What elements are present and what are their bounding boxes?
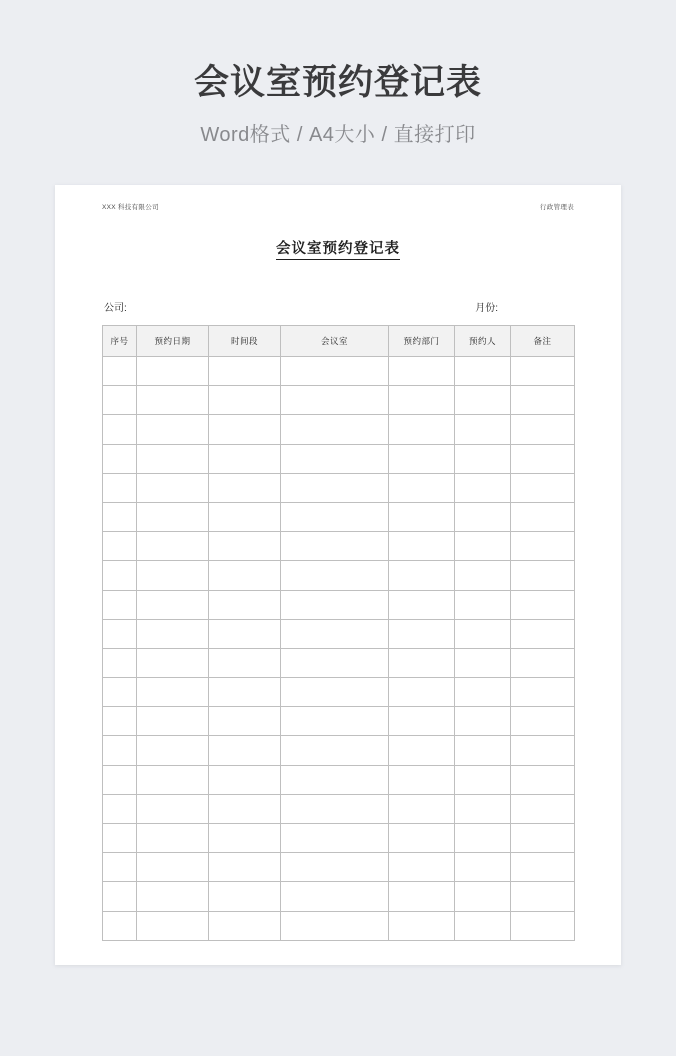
- table-cell[interactable]: [137, 619, 209, 648]
- table-cell[interactable]: [281, 502, 389, 531]
- table-cell[interactable]: [455, 707, 511, 736]
- table-cell[interactable]: [281, 386, 389, 415]
- table-cell[interactable]: [103, 794, 137, 823]
- table-cell[interactable]: [389, 678, 455, 707]
- table-cell[interactable]: [455, 619, 511, 648]
- table-cell[interactable]: [209, 736, 281, 765]
- column-header-remark: 备注: [511, 326, 575, 357]
- table-row[interactable]: [103, 736, 575, 765]
- document-sheet: [55, 185, 621, 965]
- table-cell[interactable]: [511, 357, 575, 386]
- table-row[interactable]: [103, 619, 575, 648]
- table-cell[interactable]: [137, 678, 209, 707]
- promo-subtitle: Word格式 / A4大小 / 直接打印: [200, 124, 476, 146]
- table-cell[interactable]: [209, 853, 281, 882]
- table-cell[interactable]: [511, 824, 575, 853]
- table-cell[interactable]: [137, 561, 209, 590]
- table-cell[interactable]: [455, 415, 511, 444]
- table-cell[interactable]: [455, 648, 511, 677]
- document-header: [102, 185, 574, 211]
- table-cell[interactable]: [137, 853, 209, 882]
- table-cell[interactable]: [511, 765, 575, 794]
- table-cell[interactable]: [389, 415, 455, 444]
- table-cell[interactable]: [455, 532, 511, 561]
- table-cell[interactable]: [511, 415, 575, 444]
- table-cell[interactable]: [137, 794, 209, 823]
- table-cell[interactable]: [389, 473, 455, 502]
- table-cell[interactable]: [209, 502, 281, 531]
- table-cell[interactable]: [455, 794, 511, 823]
- table-cell[interactable]: [281, 415, 389, 444]
- table-cell[interactable]: [389, 532, 455, 561]
- table-cell[interactable]: [455, 502, 511, 531]
- table-header-row: [103, 326, 575, 357]
- table-row[interactable]: [103, 415, 575, 444]
- table-header: [103, 326, 575, 357]
- company-name-header: XXX 科技有限公司: [102, 204, 159, 211]
- table-cell[interactable]: [511, 532, 575, 561]
- table-cell[interactable]: [209, 590, 281, 619]
- table-cell[interactable]: [511, 707, 575, 736]
- table-cell[interactable]: [389, 911, 455, 940]
- table-cell[interactable]: [389, 736, 455, 765]
- document-title-text: 会议室预约登记表: [276, 241, 400, 260]
- table-cell[interactable]: [103, 911, 137, 940]
- table-cell[interactable]: [137, 648, 209, 677]
- table-cell[interactable]: [511, 444, 575, 473]
- table-cell[interactable]: [103, 619, 137, 648]
- table-cell[interactable]: [137, 473, 209, 502]
- table-cell[interactable]: [209, 532, 281, 561]
- table-cell[interactable]: [389, 765, 455, 794]
- table-cell[interactable]: [511, 590, 575, 619]
- table-cell[interactable]: [389, 619, 455, 648]
- table-cell[interactable]: [103, 473, 137, 502]
- table-cell[interactable]: [209, 648, 281, 677]
- table-cell[interactable]: [103, 765, 137, 794]
- table-cell[interactable]: [455, 386, 511, 415]
- table-cell[interactable]: [209, 707, 281, 736]
- table-cell[interactable]: [103, 736, 137, 765]
- table-cell[interactable]: [209, 794, 281, 823]
- table-cell[interactable]: [103, 415, 137, 444]
- table-cell[interactable]: [103, 824, 137, 853]
- table-cell[interactable]: [103, 707, 137, 736]
- table-cell[interactable]: [209, 561, 281, 590]
- table-cell[interactable]: [281, 882, 389, 911]
- table-cell[interactable]: [389, 444, 455, 473]
- table-cell[interactable]: [511, 619, 575, 648]
- table-row[interactable]: [103, 824, 575, 853]
- table-row[interactable]: [103, 911, 575, 940]
- table-cell[interactable]: [209, 473, 281, 502]
- table-cell[interactable]: [137, 502, 209, 531]
- table-cell[interactable]: [281, 794, 389, 823]
- table-cell[interactable]: [455, 444, 511, 473]
- table-cell[interactable]: [281, 853, 389, 882]
- table-cell[interactable]: [511, 853, 575, 882]
- table-cell[interactable]: [209, 911, 281, 940]
- table-row[interactable]: [103, 502, 575, 531]
- table-cell[interactable]: [511, 678, 575, 707]
- table-cell[interactable]: [137, 532, 209, 561]
- table-cell[interactable]: [209, 765, 281, 794]
- table-cell[interactable]: [281, 444, 389, 473]
- table-cell[interactable]: [389, 502, 455, 531]
- table-cell[interactable]: [455, 882, 511, 911]
- table-cell[interactable]: [103, 561, 137, 590]
- table-cell[interactable]: [389, 561, 455, 590]
- table-cell[interactable]: [455, 824, 511, 853]
- form-category-header: 行政管理表: [540, 204, 574, 211]
- table-cell[interactable]: [389, 853, 455, 882]
- table-row[interactable]: [103, 590, 575, 619]
- table-cell[interactable]: [389, 824, 455, 853]
- table-cell[interactable]: [137, 590, 209, 619]
- table-cell[interactable]: [455, 590, 511, 619]
- table-row[interactable]: [103, 648, 575, 677]
- table-cell[interactable]: [511, 502, 575, 531]
- table-cell[interactable]: [511, 882, 575, 911]
- table-cell[interactable]: [389, 882, 455, 911]
- table-cell[interactable]: [103, 386, 137, 415]
- table-cell[interactable]: [281, 590, 389, 619]
- table-cell[interactable]: [511, 911, 575, 940]
- table-cell[interactable]: [455, 911, 511, 940]
- table-cell[interactable]: [389, 707, 455, 736]
- table-row[interactable]: [103, 561, 575, 590]
- table-cell[interactable]: [137, 824, 209, 853]
- table-cell[interactable]: [103, 590, 137, 619]
- promo-title: 会议室预约登记表: [193, 63, 482, 102]
- column-header-index: 序号: [103, 326, 137, 357]
- table-cell[interactable]: [209, 357, 281, 386]
- table-cell[interactable]: [389, 357, 455, 386]
- table-cell[interactable]: [137, 707, 209, 736]
- table-cell[interactable]: [281, 707, 389, 736]
- table-row[interactable]: [103, 357, 575, 386]
- table-cell[interactable]: [281, 678, 389, 707]
- table-row[interactable]: [103, 444, 575, 473]
- table-cell[interactable]: [281, 824, 389, 853]
- table-cell[interactable]: [455, 765, 511, 794]
- table-cell[interactable]: [389, 794, 455, 823]
- table-cell[interactable]: [209, 882, 281, 911]
- table-row[interactable]: [103, 794, 575, 823]
- table-cell[interactable]: [389, 590, 455, 619]
- document-title: [102, 237, 574, 258]
- column-header-room: 会议室: [281, 326, 389, 357]
- month-field-label: 月份:: [475, 303, 498, 314]
- column-header-timeslot: 时间段: [209, 326, 281, 357]
- table-cell[interactable]: [511, 386, 575, 415]
- company-field-label: 公司:: [104, 303, 127, 314]
- table-cell[interactable]: [511, 473, 575, 502]
- table-cell[interactable]: [103, 648, 137, 677]
- table-cell[interactable]: [511, 648, 575, 677]
- table-cell[interactable]: [389, 648, 455, 677]
- table-cell[interactable]: [455, 736, 511, 765]
- table-cell[interactable]: [281, 619, 389, 648]
- table-cell[interactable]: [281, 911, 389, 940]
- table-cell[interactable]: [209, 444, 281, 473]
- table-cell[interactable]: [455, 357, 511, 386]
- table-row[interactable]: [103, 678, 575, 707]
- table-cell[interactable]: [103, 502, 137, 531]
- table-cell[interactable]: [511, 561, 575, 590]
- table-cell[interactable]: [389, 386, 455, 415]
- table-cell[interactable]: [137, 911, 209, 940]
- column-header-date: 预约日期: [137, 326, 209, 357]
- table-row[interactable]: [103, 765, 575, 794]
- table-cell[interactable]: [281, 532, 389, 561]
- table-cell[interactable]: [281, 357, 389, 386]
- table-row[interactable]: [103, 853, 575, 882]
- column-header-department: 预约部门: [389, 326, 455, 357]
- table-cell[interactable]: [137, 357, 209, 386]
- table-body: [103, 357, 575, 941]
- table-cell[interactable]: [511, 736, 575, 765]
- table-cell[interactable]: [455, 561, 511, 590]
- table-cell[interactable]: [455, 473, 511, 502]
- table-cell[interactable]: [209, 386, 281, 415]
- table-cell[interactable]: [137, 444, 209, 473]
- table-cell[interactable]: [209, 678, 281, 707]
- table-cell[interactable]: [209, 619, 281, 648]
- table-row[interactable]: [103, 386, 575, 415]
- table-cell[interactable]: [103, 882, 137, 911]
- table-cell[interactable]: [103, 444, 137, 473]
- table-cell[interactable]: [103, 853, 137, 882]
- table-cell[interactable]: [137, 415, 209, 444]
- table-cell[interactable]: [137, 386, 209, 415]
- document-content: [102, 185, 574, 965]
- table-cell[interactable]: [137, 736, 209, 765]
- table-cell[interactable]: [137, 882, 209, 911]
- table-cell[interactable]: [209, 824, 281, 853]
- table-row[interactable]: [103, 707, 575, 736]
- meta-row: [102, 299, 574, 314]
- table-cell[interactable]: [455, 678, 511, 707]
- table-row[interactable]: [103, 882, 575, 911]
- table-cell[interactable]: [103, 678, 137, 707]
- reservation-table: [102, 325, 575, 941]
- table-row[interactable]: [103, 473, 575, 502]
- table-cell[interactable]: [103, 532, 137, 561]
- table-cell[interactable]: [281, 765, 389, 794]
- table-cell[interactable]: [209, 415, 281, 444]
- table-cell[interactable]: [103, 357, 137, 386]
- column-header-person: 预约人: [455, 326, 511, 357]
- promo-banner: [0, 0, 676, 147]
- table-cell[interactable]: [137, 765, 209, 794]
- table-cell[interactable]: [281, 648, 389, 677]
- table-cell[interactable]: [281, 473, 389, 502]
- table-cell[interactable]: [281, 561, 389, 590]
- table-cell[interactable]: [455, 853, 511, 882]
- table-row[interactable]: [103, 532, 575, 561]
- table-cell[interactable]: [511, 794, 575, 823]
- table-cell[interactable]: [281, 736, 389, 765]
